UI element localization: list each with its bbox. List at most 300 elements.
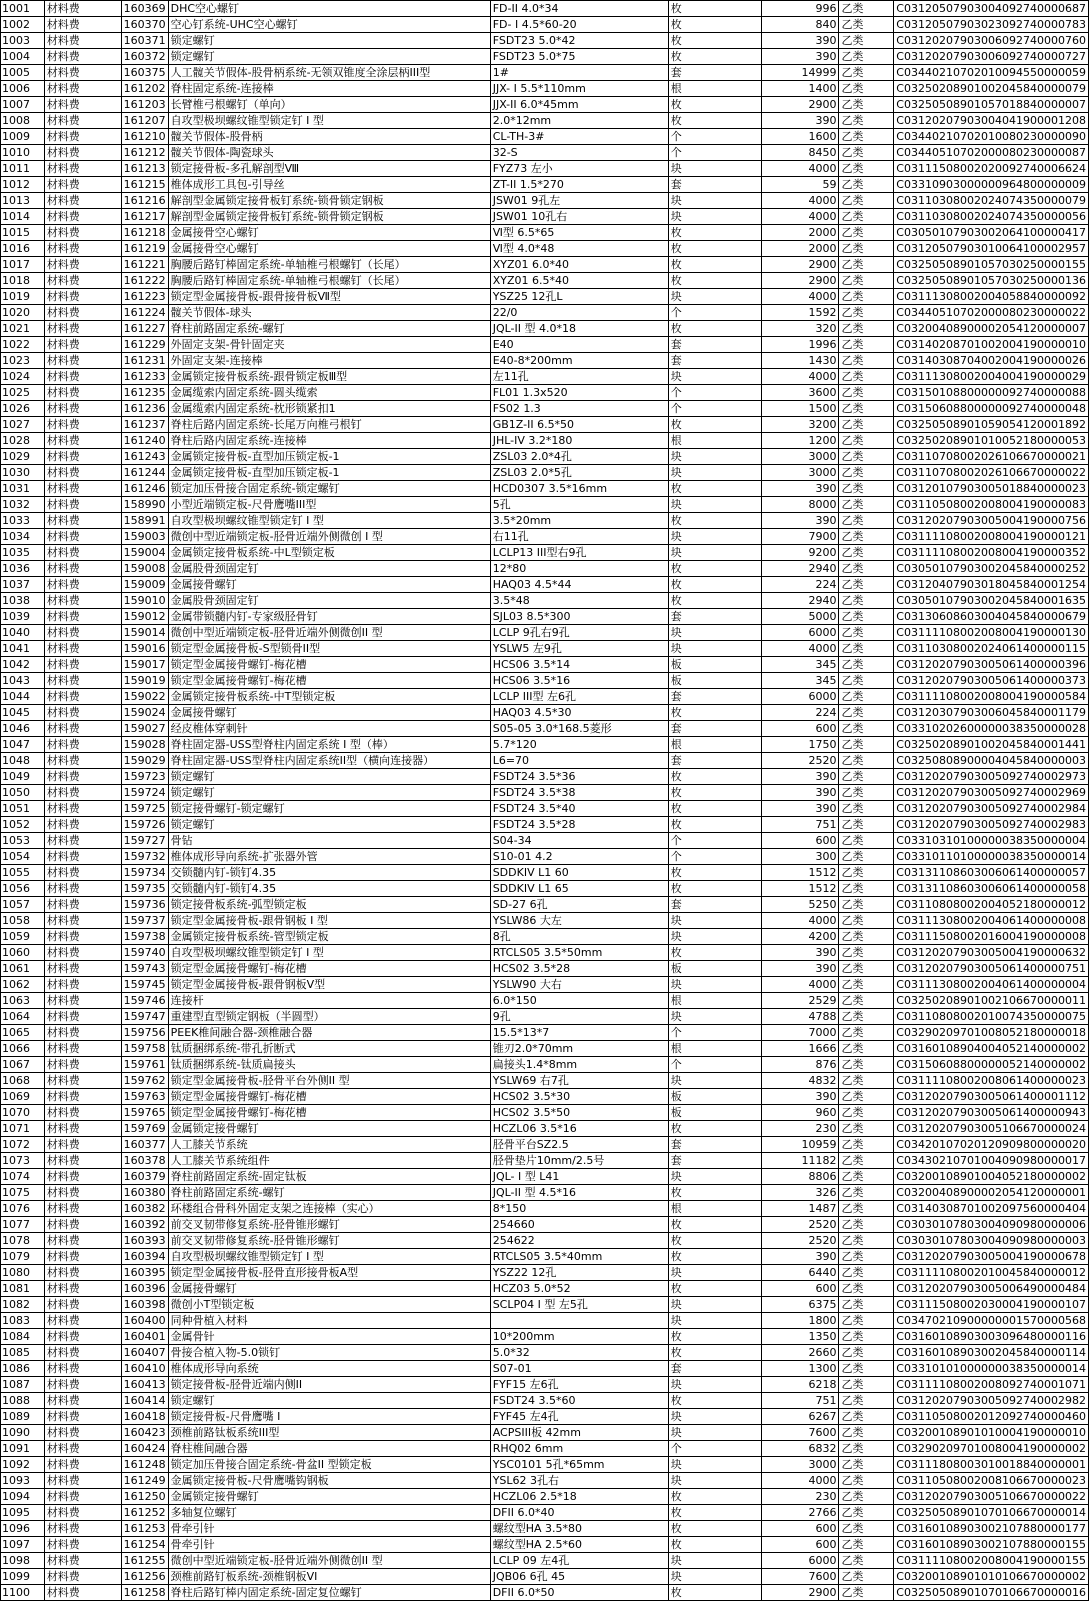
code-cell: 159736 <box>121 897 168 913</box>
name-cell: 锁定型金属接骨螺钉-梅花槽 <box>168 1089 490 1105</box>
insurance-code-cell: C03110808002010074350000075 <box>894 1009 1089 1025</box>
seq-cell: 1037 <box>1 577 45 593</box>
category-cell: 材料费 <box>44 1569 121 1585</box>
grade-cell: 乙类 <box>839 737 894 753</box>
name-cell: 微创中型近端锁定板-胫骨近端外侧微创 I 型 <box>168 529 490 545</box>
price-cell: 2000 <box>762 241 839 257</box>
unit-cell: 枚 <box>668 1521 762 1537</box>
category-cell: 材料费 <box>44 817 121 833</box>
table-row <box>1 593 1089 609</box>
name-cell: 锁定螺钉 <box>168 1393 490 1409</box>
insurance-code-cell: C03110708002026106670000021 <box>894 449 1089 465</box>
category-cell: 材料费 <box>44 1537 121 1553</box>
name-cell: 金属锁定接骨板系统-管型锁定板 <box>168 929 490 945</box>
category-cell: 材料费 <box>44 833 121 849</box>
insurance-code-cell: C03430210701004090980000017 <box>894 1153 1089 1169</box>
price-cell: 876 <box>762 1057 839 1073</box>
code-cell: 159758 <box>121 1041 168 1057</box>
seq-cell: 1069 <box>1 1089 45 1105</box>
insurance-code-cell: C03111508002020092740006624 <box>894 161 1089 177</box>
category-cell: 材料费 <box>44 1025 121 1041</box>
table-row <box>1 1089 1089 1105</box>
grade-cell: 乙类 <box>839 1521 894 1537</box>
unit-cell: 块 <box>668 641 762 657</box>
grade-cell: 乙类 <box>839 721 894 737</box>
code-cell: 160392 <box>121 1217 168 1233</box>
name-cell: 金属锁定接骨螺钉 <box>168 1121 490 1137</box>
category-cell: 材料费 <box>44 1105 121 1121</box>
seq-cell: 1022 <box>1 337 45 353</box>
table-row <box>1 849 1089 865</box>
code-cell: 161202 <box>121 81 168 97</box>
seq-cell: 1048 <box>1 753 45 769</box>
code-cell: 161229 <box>121 337 168 353</box>
table-row <box>1 17 1089 33</box>
spec-cell: JSW01 10孔右 <box>490 209 668 225</box>
unit-cell: 套 <box>668 177 762 193</box>
spec-cell: JQB06 6孔 45 <box>490 1569 668 1585</box>
code-cell: 159019 <box>121 673 168 689</box>
price-cell: 3000 <box>762 1457 839 1473</box>
unit-cell: 枚 <box>668 865 762 881</box>
grade-cell: 乙类 <box>839 161 894 177</box>
table-row <box>1 753 1089 769</box>
insurance-code-cell: C03250508901057018840000007 <box>894 97 1089 113</box>
seq-cell: 1007 <box>1 97 45 113</box>
grade-cell: 乙类 <box>839 337 894 353</box>
name-cell: 锁定型金属接骨螺钉-梅花槽 <box>168 673 490 689</box>
seq-cell: 1039 <box>1 609 45 625</box>
category-cell: 材料费 <box>44 433 121 449</box>
price-cell: 4788 <box>762 1009 839 1025</box>
price-cell: 390 <box>762 945 839 961</box>
seq-cell: 1032 <box>1 497 45 513</box>
spec-cell: DFII 6.0*50 <box>490 1585 668 1601</box>
spec-cell: XYZ01 6.0*40 <box>490 257 668 273</box>
unit-cell: 枚 <box>668 577 762 593</box>
unit-cell: 枚 <box>668 881 762 897</box>
category-cell: 材料费 <box>44 1089 121 1105</box>
price-cell: 390 <box>762 1089 839 1105</box>
code-cell: 161222 <box>121 273 168 289</box>
grade-cell: 乙类 <box>839 609 894 625</box>
spec-cell: 1# <box>490 65 668 81</box>
table-row <box>1 561 1089 577</box>
category-cell: 材料费 <box>44 1 121 17</box>
insurance-code-cell: C03150608800000052140000002 <box>894 1057 1089 1073</box>
seq-cell: 1051 <box>1 801 45 817</box>
seq-cell: 1072 <box>1 1137 45 1153</box>
spec-cell: JSW01 9孔左 <box>490 193 668 209</box>
spec-cell: 螺纹型HA 3.5*80 <box>490 1521 668 1537</box>
code-cell: 159723 <box>121 769 168 785</box>
name-cell: 金属接骨螺钉 <box>168 577 490 593</box>
spec-cell: HCZL06 3.5*16 <box>490 1121 668 1137</box>
category-cell: 材料费 <box>44 321 121 337</box>
name-cell: 金属锁定接骨板系统-中L型锁定板 <box>168 545 490 561</box>
insurance-code-cell: C03110308002024061400000115 <box>894 641 1089 657</box>
spec-cell: L6=70 <box>490 753 668 769</box>
seq-cell: 1099 <box>1 1569 45 1585</box>
grade-cell: 乙类 <box>839 1489 894 1505</box>
name-cell: 脊柱固定器-USS型脊柱内固定系统II型（横向连接器） <box>168 753 490 769</box>
seq-cell: 1067 <box>1 1057 45 1073</box>
price-cell: 600 <box>762 1281 839 1297</box>
price-cell: 230 <box>762 1489 839 1505</box>
table-row <box>1 833 1089 849</box>
table-row <box>1 289 1089 305</box>
spec-cell: FSDT23 5.0*42 <box>490 33 668 49</box>
code-cell: 159747 <box>121 1009 168 1025</box>
category-cell: 材料费 <box>44 1489 121 1505</box>
spec-cell: FYZ73 左小 <box>490 161 668 177</box>
insurance-code-cell: C03200108901010106670000002 <box>894 1569 1089 1585</box>
price-cell: 4200 <box>762 929 839 945</box>
name-cell: 髋关节假体-陶瓷球头 <box>168 145 490 161</box>
code-cell: 160377 <box>121 1137 168 1153</box>
name-cell: 人工髋关节假体-股骨柄系统-无领双锥度全涂层柄III型 <box>168 65 490 81</box>
unit-cell: 枚 <box>668 769 762 785</box>
table-row <box>1 641 1089 657</box>
grade-cell: 乙类 <box>839 1057 894 1073</box>
table-row <box>1 1457 1089 1473</box>
spec-cell: HCD0307 3.5*16mm <box>490 481 668 497</box>
price-cell: 2940 <box>762 593 839 609</box>
table-row <box>1 1377 1089 1393</box>
unit-cell: 枚 <box>668 321 762 337</box>
insurance-code-cell: C03120207903005061400001112 <box>894 1089 1089 1105</box>
table-row <box>1 625 1089 641</box>
category-cell: 材料费 <box>44 1473 121 1489</box>
spec-cell: FL01 1.3x520 <box>490 385 668 401</box>
seq-cell: 1064 <box>1 1009 45 1025</box>
insurance-code-cell: C03120507903023092740000783 <box>894 17 1089 33</box>
unit-cell: 套 <box>668 689 762 705</box>
name-cell: 锁定型金属接骨板-跟骨钢板 I 型 <box>168 913 490 929</box>
seq-cell: 1011 <box>1 161 45 177</box>
unit-cell: 枚 <box>668 1233 762 1249</box>
category-cell: 材料费 <box>44 929 121 945</box>
spec-cell: JHL-IV 3.2*180 <box>490 433 668 449</box>
insurance-code-cell: C03130608603004045840000679 <box>894 609 1089 625</box>
spec-cell: FYF15 左6孔 <box>490 1377 668 1393</box>
price-cell: 390 <box>762 801 839 817</box>
grade-cell: 乙类 <box>839 1361 894 1377</box>
seq-cell: 1016 <box>1 241 45 257</box>
unit-cell: 枚 <box>668 1345 762 1361</box>
table-row <box>1 177 1089 193</box>
category-cell: 材料费 <box>44 849 121 865</box>
name-cell: 锁定型金属接骨螺钉-梅花槽 <box>168 657 490 673</box>
table-row <box>1 1201 1089 1217</box>
seq-cell: 1028 <box>1 433 45 449</box>
table-row <box>1 1041 1089 1057</box>
insurance-code-cell: C03120207903005061400000751 <box>894 961 1089 977</box>
unit-cell: 枚 <box>668 817 762 833</box>
unit-cell: 根 <box>668 1041 762 1057</box>
insurance-code-cell: C03310202600000038350000028 <box>894 721 1089 737</box>
spec-cell: 3.5*48 <box>490 593 668 609</box>
seq-cell: 1073 <box>1 1153 45 1169</box>
spec-cell: 254660 <box>490 1217 668 1233</box>
spec-cell: 5孔 <box>490 497 668 513</box>
unit-cell: 块 <box>668 545 762 561</box>
spec-cell: 胫骨垫片10mm/2.5号 <box>490 1153 668 1169</box>
table-row <box>1 417 1089 433</box>
insurance-code-cell: C03120207903005004190000632 <box>894 945 1089 961</box>
seq-cell: 1096 <box>1 1521 45 1537</box>
name-cell: 脊柱前路固定系统-固定钛板 <box>168 1169 490 1185</box>
seq-cell: 1066 <box>1 1041 45 1057</box>
unit-cell: 枚 <box>668 1249 762 1265</box>
unit-cell: 块 <box>668 913 762 929</box>
grade-cell: 乙类 <box>839 1201 894 1217</box>
spec-cell: LCLP III型 左6孔 <box>490 689 668 705</box>
name-cell: 锁定型金属接骨板-胫骨平台外侧II 型 <box>168 1073 490 1089</box>
price-cell: 4000 <box>762 977 839 993</box>
insurance-code-cell: C03250508901070106670000014 <box>894 1505 1089 1521</box>
name-cell: 锁定螺钉 <box>168 817 490 833</box>
seq-cell: 1054 <box>1 849 45 865</box>
code-cell: 159745 <box>121 977 168 993</box>
seq-cell: 1094 <box>1 1489 45 1505</box>
seq-cell: 1017 <box>1 257 45 273</box>
code-cell: 159012 <box>121 609 168 625</box>
unit-cell: 块 <box>668 1553 762 1569</box>
name-cell: 脊柱后路内固定系统-连接棒 <box>168 433 490 449</box>
grade-cell: 乙类 <box>839 1457 894 1473</box>
grade-cell: 乙类 <box>839 1297 894 1313</box>
spec-cell: FSDT24 3.5*60 <box>490 1393 668 1409</box>
seq-cell: 1062 <box>1 977 45 993</box>
unit-cell: 枚 <box>668 17 762 33</box>
unit-cell: 块 <box>668 1425 762 1441</box>
grade-cell: 乙类 <box>839 1281 894 1297</box>
seq-cell: 1097 <box>1 1537 45 1553</box>
price-cell: 2660 <box>762 1345 839 1361</box>
table-row <box>1 433 1089 449</box>
price-cell: 2520 <box>762 1233 839 1249</box>
price-cell: 224 <box>762 577 839 593</box>
name-cell: PEEK椎间融合器-颈椎融合器 <box>168 1025 490 1041</box>
unit-cell: 块 <box>668 529 762 545</box>
grade-cell: 乙类 <box>839 1505 894 1521</box>
seq-cell: 1020 <box>1 305 45 321</box>
table-row <box>1 1441 1089 1457</box>
grade-cell: 乙类 <box>839 881 894 897</box>
grade-cell: 乙类 <box>839 929 894 945</box>
unit-cell: 块 <box>668 1073 762 1089</box>
category-cell: 材料费 <box>44 785 121 801</box>
unit-cell: 枚 <box>668 49 762 65</box>
spec-cell: GB1Z-II 6.5*50 <box>490 417 668 433</box>
seq-cell: 1021 <box>1 321 45 337</box>
code-cell: 159029 <box>121 753 168 769</box>
seq-cell: 1041 <box>1 641 45 657</box>
unit-cell: 枚 <box>668 241 762 257</box>
grade-cell: 乙类 <box>839 1265 894 1281</box>
category-cell: 材料费 <box>44 1553 121 1569</box>
code-cell: 160410 <box>121 1361 168 1377</box>
insurance-code-cell: C03111808003010018840000001 <box>894 1457 1089 1473</box>
insurance-code-cell: C03120107903005018840000023 <box>894 481 1089 497</box>
category-cell: 材料费 <box>44 1057 121 1073</box>
name-cell: 骨钻 <box>168 833 490 849</box>
category-cell: 材料费 <box>44 129 121 145</box>
spec-cell: FSDT24 3.5*36 <box>490 769 668 785</box>
grade-cell: 乙类 <box>839 993 894 1009</box>
name-cell: 脊柱后路钉棒内固定系统-固定复位螺钉 <box>168 1585 490 1601</box>
seq-cell: 1084 <box>1 1329 45 1345</box>
table-row <box>1 801 1089 817</box>
seq-cell: 1075 <box>1 1185 45 1201</box>
category-cell: 材料费 <box>44 977 121 993</box>
name-cell: 金属锁定接骨螺钉 <box>168 1489 490 1505</box>
unit-cell: 套 <box>668 65 762 81</box>
table-row <box>1 1505 1089 1521</box>
table-row <box>1 785 1089 801</box>
price-cell: 2900 <box>762 273 839 289</box>
table-row <box>1 865 1089 881</box>
unit-cell: 个 <box>668 129 762 145</box>
grade-cell: 乙类 <box>839 897 894 913</box>
insurance-code-cell: C03110508002012092740000460 <box>894 1409 1089 1425</box>
spec-cell: FD- I 4.5*60-20 <box>490 17 668 33</box>
unit-cell: 套 <box>668 1137 762 1153</box>
code-cell: 160418 <box>121 1409 168 1425</box>
unit-cell: 根 <box>668 737 762 753</box>
table-row <box>1 1313 1089 1329</box>
unit-cell: 套 <box>668 1153 762 1169</box>
name-cell: 锁定加压骨接合固定系统-骨盆II 型锁定板 <box>168 1457 490 1473</box>
table-row <box>1 113 1089 129</box>
code-cell: 161231 <box>121 353 168 369</box>
code-cell: 161249 <box>121 1473 168 1489</box>
name-cell: 颈椎前路钉板系统-颈椎钢板VI <box>168 1569 490 1585</box>
price-cell: 6000 <box>762 1553 839 1569</box>
name-cell: 锁定接骨板系统-弧型锁定板 <box>168 897 490 913</box>
spec-cell: JQL-II 型 4.5*16 <box>490 1185 668 1201</box>
spec-cell: 32-S <box>490 145 668 161</box>
grade-cell: 乙类 <box>839 545 894 561</box>
grade-cell: 乙类 <box>839 1025 894 1041</box>
seq-cell: 1001 <box>1 1 45 17</box>
code-cell: 161237 <box>121 417 168 433</box>
name-cell: 外固定支架-骨针固定夹 <box>168 337 490 353</box>
price-cell: 1200 <box>762 433 839 449</box>
grade-cell: 乙类 <box>839 209 894 225</box>
spec-cell: FSDT24 3.5*38 <box>490 785 668 801</box>
seq-cell: 1079 <box>1 1249 45 1265</box>
category-cell: 材料费 <box>44 497 121 513</box>
insurance-code-cell: C03160108903002045840000114 <box>894 1345 1089 1361</box>
spec-cell <box>490 1313 668 1329</box>
category-cell: 材料费 <box>44 513 121 529</box>
name-cell: 经皮椎体穿刺针 <box>168 721 490 737</box>
price-cell: 600 <box>762 1537 839 1553</box>
unit-cell: 根 <box>668 1201 762 1217</box>
grade-cell: 乙类 <box>839 1409 894 1425</box>
category-cell: 材料费 <box>44 1009 121 1025</box>
seq-cell: 1029 <box>1 449 45 465</box>
table-row <box>1 481 1089 497</box>
category-cell: 材料费 <box>44 625 121 641</box>
name-cell: 金属锁定接骨板-直型加压锁定板-1 <box>168 465 490 481</box>
seq-cell: 1093 <box>1 1473 45 1489</box>
unit-cell: 根 <box>668 433 762 449</box>
spec-cell: CL-TH-3# <box>490 129 668 145</box>
name-cell: DHC空心螺钉 <box>168 1 490 17</box>
seq-cell: 1019 <box>1 289 45 305</box>
category-cell: 材料费 <box>44 465 121 481</box>
category-cell: 材料费 <box>44 609 121 625</box>
unit-cell: 枚 <box>668 1393 762 1409</box>
unit-cell: 块 <box>668 209 762 225</box>
name-cell: 锁定螺钉 <box>168 769 490 785</box>
insurance-code-cell: C03110308002024074350000079 <box>894 193 1089 209</box>
insurance-code-cell: C03120307903006045840001179 <box>894 705 1089 721</box>
spec-cell: XYZ01 6.5*40 <box>490 273 668 289</box>
grade-cell: 乙类 <box>839 961 894 977</box>
price-cell: 4000 <box>762 641 839 657</box>
category-cell: 材料费 <box>44 801 121 817</box>
grade-cell: 乙类 <box>839 481 894 497</box>
seq-cell: 1089 <box>1 1409 45 1425</box>
table-row <box>1 321 1089 337</box>
name-cell: 金属接骨螺钉 <box>168 1281 490 1297</box>
unit-cell: 枚 <box>668 785 762 801</box>
insurance-code-cell: C03110708002026106670000022 <box>894 465 1089 481</box>
spec-cell: S10-01 4.2 <box>490 849 668 865</box>
table-row <box>1 193 1089 209</box>
seq-cell: 1018 <box>1 273 45 289</box>
table-row <box>1 945 1089 961</box>
code-cell: 161255 <box>121 1553 168 1569</box>
code-cell: 159737 <box>121 913 168 929</box>
seq-cell: 1030 <box>1 465 45 481</box>
spec-cell: 2.0*12mm <box>490 113 668 129</box>
table-row <box>1 65 1089 81</box>
spec-cell: LCLP 9孔右9孔 <box>490 625 668 641</box>
category-cell: 材料费 <box>44 1153 121 1169</box>
grade-cell: 乙类 <box>839 33 894 49</box>
grade-cell: 乙类 <box>839 1169 894 1185</box>
grade-cell: 乙类 <box>839 321 894 337</box>
unit-cell: 枚 <box>668 1505 762 1521</box>
table-row <box>1 705 1089 721</box>
code-cell: 160396 <box>121 1281 168 1297</box>
code-cell: 161218 <box>121 225 168 241</box>
price-cell: 4832 <box>762 1073 839 1089</box>
seq-cell: 1053 <box>1 833 45 849</box>
table-row <box>1 33 1089 49</box>
code-cell: 161246 <box>121 481 168 497</box>
table-row <box>1 1569 1089 1585</box>
code-cell: 161235 <box>121 385 168 401</box>
seq-cell: 1088 <box>1 1393 45 1409</box>
seq-cell: 1047 <box>1 737 45 753</box>
spec-cell: RHQ02 6mm <box>490 1441 668 1457</box>
seq-cell: 1061 <box>1 961 45 977</box>
insurance-code-cell: C03111108002008004190000584 <box>894 689 1089 705</box>
category-cell: 材料费 <box>44 33 121 49</box>
spec-cell: JJX-II 6.0*45mm <box>490 97 668 113</box>
spec-cell: YSLW5 左9孔 <box>490 641 668 657</box>
category-cell: 材料费 <box>44 1425 121 1441</box>
category-cell: 材料费 <box>44 241 121 257</box>
price-cell: 6218 <box>762 1377 839 1393</box>
seq-cell: 1036 <box>1 561 45 577</box>
